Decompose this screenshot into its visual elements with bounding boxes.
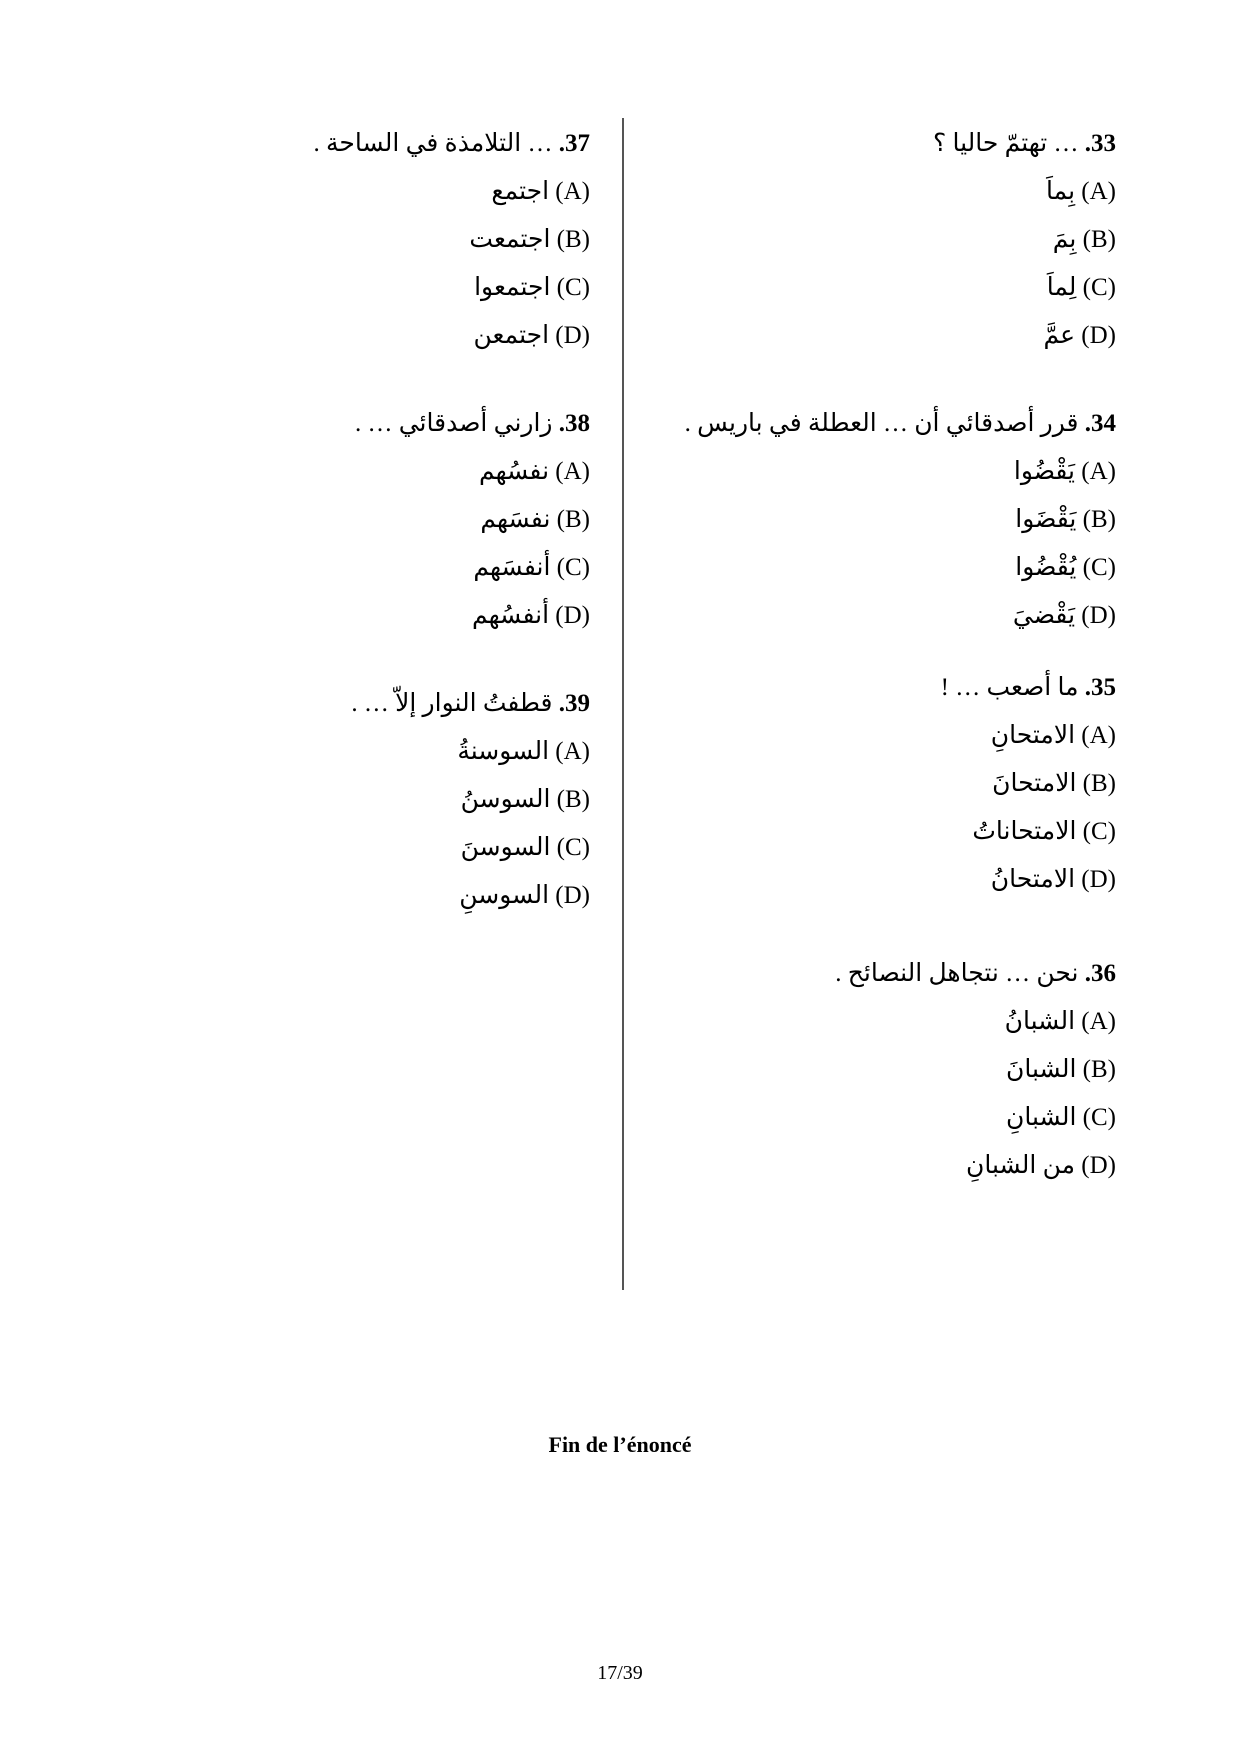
- spacer: [150, 352, 590, 408]
- option-a[interactable]: (A) الامتحانِ: [990, 722, 1116, 749]
- option-b[interactable]: (B) يَقْضَوا: [1015, 506, 1116, 533]
- question-stem: 39. قطفتُ النوار إلاّ … .: [351, 690, 590, 717]
- option-d[interactable]: (D) من الشبانِ: [965, 1152, 1116, 1179]
- option-a[interactable]: (A) الشبانُ: [1004, 1008, 1116, 1035]
- option-d[interactable]: (D) الامتحانُ: [990, 866, 1116, 893]
- question-34: [616, 408, 1116, 632]
- option-c[interactable]: (C) السوسنَ: [460, 834, 590, 861]
- spacer: [616, 352, 1116, 408]
- option-c[interactable]: (C) الامتحاناتُ: [972, 818, 1116, 845]
- column-divider: [622, 118, 624, 1290]
- question-36: [616, 958, 1116, 1182]
- end-of-statement: Fin de l’énoncé: [548, 1432, 692, 1457]
- spacer: [616, 632, 1116, 672]
- question-stem: 37. … التلامذة في الساحة .: [313, 130, 590, 157]
- option-c[interactable]: (C) اجتمعوا: [474, 274, 590, 301]
- question-stem: 38. زارني أصدقائي … .: [354, 410, 590, 437]
- option-b[interactable]: (B) الشبانَ: [1006, 1056, 1116, 1083]
- spacer: [616, 896, 1116, 958]
- option-c[interactable]: (C) الشبانِ: [1006, 1104, 1116, 1131]
- question-35: [616, 672, 1116, 896]
- question-stem: 33. … تهتمّ حاليا ؟: [932, 130, 1116, 157]
- spacer: [150, 632, 590, 688]
- option-c[interactable]: (C) أنفسَهم: [473, 554, 590, 581]
- option-d[interactable]: (D) يَقْضيَ: [1012, 602, 1116, 629]
- option-b[interactable]: (B) الامتحانَ: [992, 770, 1116, 797]
- question-stem: 35. ما أصعب … !: [940, 674, 1116, 701]
- page-number: 17/39: [597, 1662, 643, 1684]
- question-column-left: [150, 128, 590, 912]
- question-stem: 34. قرر أصدقائي أن … العطلة في باريس .: [684, 410, 1116, 437]
- option-b[interactable]: (B) نفسَهم: [480, 506, 590, 533]
- option-a[interactable]: (A) اجتمع: [491, 178, 590, 205]
- question-33: [616, 128, 1116, 352]
- option-d[interactable]: (D) أنفسُهم: [472, 602, 590, 629]
- question-39: [150, 688, 590, 912]
- option-d[interactable]: (D) اجتمعن: [473, 322, 590, 349]
- question-stem: 36. نحن … نتجاهل النصائح .: [835, 960, 1116, 987]
- option-a[interactable]: (A) نفسُهم: [478, 458, 590, 485]
- option-d[interactable]: (D) عمَّ: [1043, 322, 1116, 349]
- question-38: [150, 408, 590, 632]
- option-a[interactable]: (A) السوسنةُ: [457, 738, 590, 765]
- option-a[interactable]: (A) بِماَ: [1046, 178, 1116, 205]
- question-column-right: [616, 128, 1116, 1182]
- option-c[interactable]: (C) لِماَ: [1046, 274, 1116, 301]
- option-c[interactable]: (C) يُقْضُوا: [1015, 554, 1116, 581]
- question-37: [150, 128, 590, 352]
- option-b[interactable]: (B) اجتمعت: [469, 226, 590, 253]
- option-a[interactable]: (A) يَقْضُوا: [1013, 458, 1116, 485]
- option-b[interactable]: (B) بِمَ: [1052, 226, 1116, 253]
- option-d[interactable]: (D) السوسنِ: [459, 882, 590, 909]
- option-b[interactable]: (B) السوسنُ: [460, 786, 590, 813]
